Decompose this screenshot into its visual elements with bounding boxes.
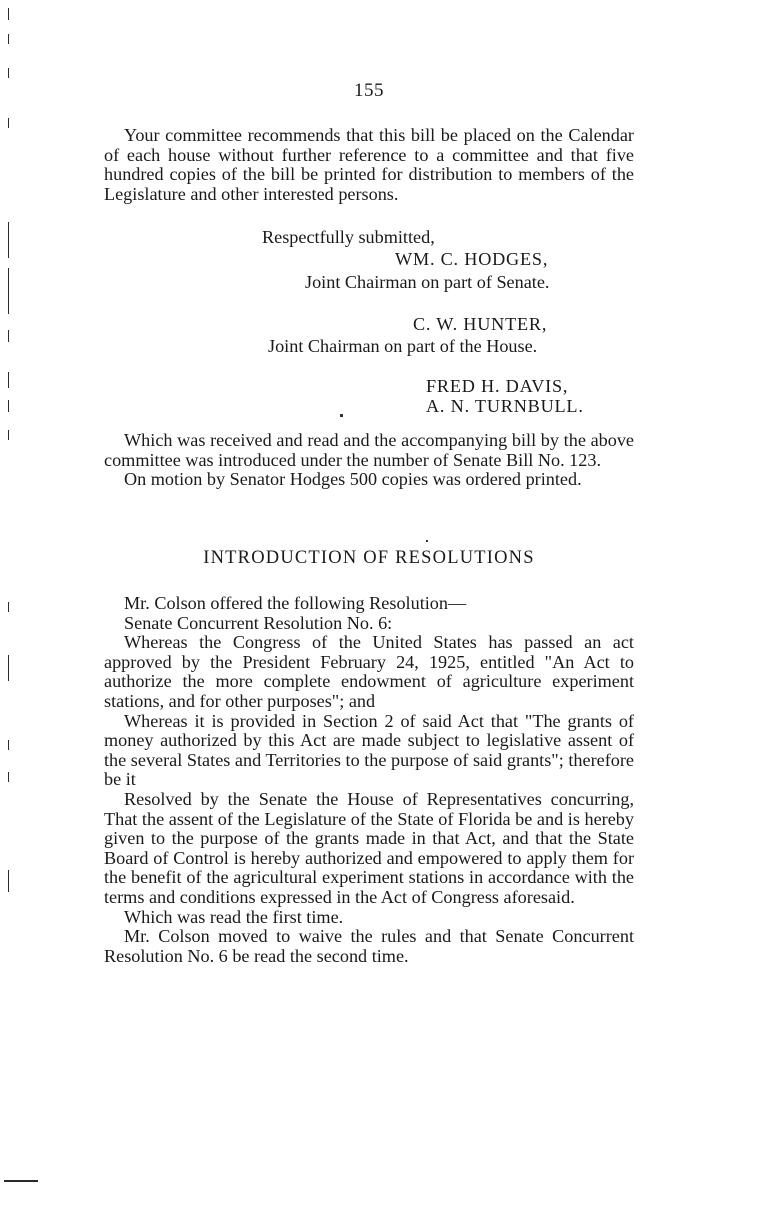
resolution-body <box>104 594 634 966</box>
second-reading-motion: Mr. Colson moved to waive the rules and that Senate Concurrent Resolution No. 6 be read the second time. <box>104 926 634 966</box>
ink-dot <box>426 540 428 542</box>
scan-edge-mark <box>4 1180 38 1182</box>
scan-edge-mark <box>8 330 9 342</box>
signature-closing: Respectfully submitted, <box>262 227 435 247</box>
resolution-title: Senate Concurrent Resolution No. 6: <box>124 612 393 633</box>
scan-edge-mark <box>8 68 9 78</box>
resolution-offered: Mr. Colson offered the following Resolution— <box>124 593 467 613</box>
motion-paragraph: On motion by Senator Hodges 500 copies was ordered printed. <box>124 469 582 490</box>
signature-member-2: A. N. TURNBULL. <box>426 396 584 416</box>
scan-edge-mark <box>8 118 9 128</box>
scan-edge-mark <box>8 772 9 782</box>
whereas-clause-2: Whereas it is provided in Section 2 of said Act that "The grants of money authorized by this Act are made subject to legislative assent of the several States and Territories to the purpose of said grants"; therefore be it <box>104 710 634 790</box>
scan-edge-mark <box>8 430 9 440</box>
scan-edge-mark <box>8 222 9 258</box>
scan-edge-mark <box>8 655 9 681</box>
resolved-clause: Resolved by the Senate the House of Representatives concurring, That the assent of the Legislature of the State of Florida be and is hereby given to the purpose of the grants made in that Act, and that the State Board of Control is hereby authorized and empowered to apply them for the benefit of the agricultural experiment stations in accordance with the terms and conditions expressed in the Act of Congress aforesaid. <box>104 788 634 907</box>
scan-edge-mark <box>8 740 9 750</box>
page-number: 155 <box>354 80 384 101</box>
scan-edge-mark <box>8 34 9 44</box>
scan-edge-mark <box>8 602 9 612</box>
signature-house-name: C. W. HUNTER, <box>413 314 548 334</box>
scan-edge-mark <box>8 8 9 20</box>
first-reading-note: Which was read the first time. <box>124 906 344 927</box>
section-heading: INTRODUCTION OF RESOLUTIONS <box>203 548 535 568</box>
scan-edge-mark <box>8 268 9 314</box>
signature-senate-name: WM. C. HODGES, <box>395 249 549 269</box>
scan-edge-mark <box>8 400 9 412</box>
committee-paragraph: Your committee recommends that this bill be placed on the Calendar of each house without further reference to a committee and that five hundred copies of the bill be printed for distribution to members of the Legislature and other interested persons. <box>104 125 634 204</box>
signature-house-title: Joint Chairman on part of the House. <box>268 336 538 356</box>
committee-recommendation <box>104 126 634 204</box>
whereas-clause-1: Whereas the Congress of the United States has passed an act approved by the President February 24, 1925, entitled "An Act to authorize the more complete endowment of agriculture experiment stations, and for other purposes"; and <box>104 632 634 711</box>
ink-dot <box>340 414 343 417</box>
scan-edge-mark <box>8 870 9 892</box>
received-paragraph: Which was received and read and the accompanying bill by the above committee was introduced under the number of Senate Bill No. 123. <box>104 430 634 470</box>
signature-member-1: FRED H. DAVIS, <box>426 376 569 396</box>
signature-senate-title: Joint Chairman on part of Senate. <box>305 272 550 292</box>
scan-edge-mark <box>8 372 9 388</box>
committee-report-outcome <box>104 431 634 490</box>
